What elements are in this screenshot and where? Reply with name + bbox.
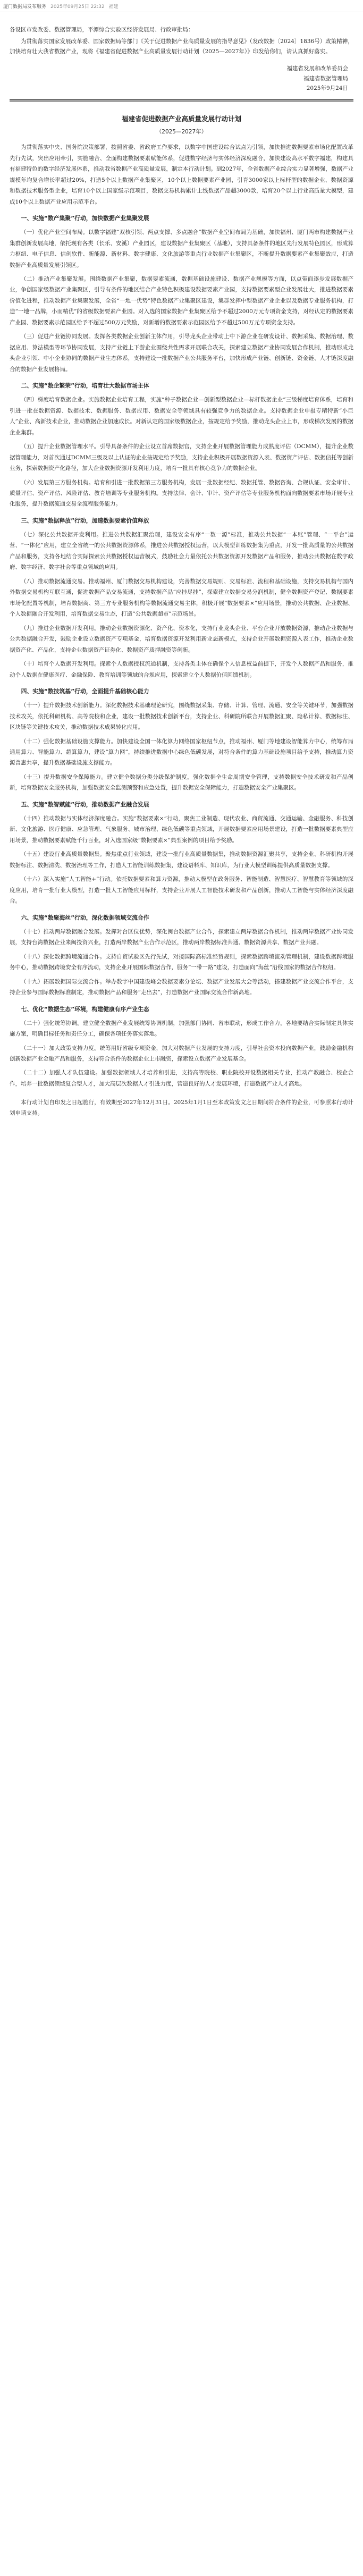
paragraph: （一）优化产业空间布局。以数字福建“双核引领、两点支撑、多点融合”数据产业空间布局为基础，加快福州、厦门两市构建数据产业集群创新发展高地，依托现有各类（长乐、安溪）产业园区，建设数据产业集聚区（基地），支持具备条件的地区先行发展特色园区，形成算力枢纽、电子信息、信创软件、新能源、新材料、数字健康、文化旅游等重点行业数据产业集聚区，不断提升数据要素产业集聚效应，打造数据产业高质量发展引领区。 bbox=[10, 229, 353, 268]
paragraph: （十三）提升数据安全保障能力。建立健全数据分类分级保护制度，强化数据全生命周期安全管理，支持数据安全技术研发和产品创新，培育数据安全服务机构，加强数据安全监测预警和应急处置，提升数据安全保障能力，打造数据安全产业集聚区。 bbox=[10, 773, 353, 792]
paragraph: （三）促进产业链协同发展。发挥各类数据企业创新主体作用，引导龙头企业带动上中下游企业在研发设计、数据采集、数据治理、数据应用、算法模型等环节协同发展，支持产业链上下游企业围绕共性需求开展联合攻关，探索建立数据产业协同发展合作机制，推动形成龙头企业引领、中小企业协同的数据产业生态体系，支持建设一批数据产业公共服务平台，加快形成产业链、创新链、资金链、人才链深度融合的数据产业发展格局。 bbox=[10, 333, 353, 373]
paragraph: （十八）深化数据跨境流通合作。支持自贸试验区先行先试，对接国际高标准经贸规则，探索数据跨境流动管理机制，建设数据跨境服务中心，推动数据跨境安全有序流动，支持企业开展国际数据合作，服务“一带一路”建设，打造面向“海丝”沿线国家的数据合作枢纽。 bbox=[10, 953, 353, 971]
paragraph: （十四）推动数据与实体经济深度融合。实施“数据要素×”行动，聚焦工业制造、现代农业、商贸流通、交通运输、金融服务、科技创新、文化旅游、医疗健康、应急管理、气象服务、城市治理、绿色低碳等重点领域，开展数据要素应用场景建设，打造一批数据要素典型应用场景，推动数据要素赋能千行百业，对入选国家级“数据要素×”典型案例的项目给予奖励。 bbox=[10, 815, 353, 844]
section-heading: 六、实施“数聚海丝”行动，深化数据领域交流合作 bbox=[21, 914, 149, 921]
section-heading: 三、实施“数据释放”行动，加速数据要素价值释放 bbox=[21, 517, 149, 524]
paragraph: （二十一）加大政策支持力度。统筹用好省级专项资金，加大对数据产业发展的支持力度，引导社会资本投向数据产业，鼓励金融机构创新数据产业金融产品和服务，支持符合条件的数据企业上市融资，探索设立数据产业发展基金。 bbox=[10, 1045, 353, 1062]
divider bbox=[10, 99, 353, 100]
paragraph: （八）推动数据流通交易。推动福州、厦门数据交易机构建设，完善数据交易规则、交易标准、流程和基础设施，支持交易机构与国内外数据交易机构互联互通，促进数据产品交易流通，支持数据产品“应挂尽挂”，探索建立数据交易分润机制，健全数据资产登记、数据要素市场化配置等机制，培育数据商、第三方专业服务机构等数据流通交易主体，积极开展“数据要素×”应用场景，推动公共数据、企业数据、个人数据融合开发利用，培育数据交易生态，打造“公共数据超市”示范场景。 bbox=[10, 578, 353, 618]
document-content bbox=[10, 142, 353, 1089]
paragraph: （十六）深入实施“人工智能+”行动。依托数据要素和算力资源，推动大模型在政务服务、智能制造、智慧医疗、智慧教育等领域的深度应用，培育一批行业大模型，打造一批人工智能应用标杆，支持企业开展人工智能技术研发和产品创新，推动人工智能与实体经济深度融合。 bbox=[10, 876, 353, 905]
paragraph: （五）提升企业数据管理水平。引导具备条件的企业设立首席数据官，支持企业开展数据管理能力成熟度评估（DCMM），提升企业数据管理能力，对首次通过DCMM三级及以上认证的企业按规定给予奖励，支持企业积极开展数据资源入表、数据资产评估、数据信托等创新业务，探索数据资产化路径，加大企业数据资源开发利用力度，培育一批具有核心竞争力的数据企业。 bbox=[10, 443, 353, 472]
paragraph: （十九）拓展数据国际交流合作。举办数字中国建设峰会数据要素分论坛、数据产业发展大会等活动，搭建数据产业交流合作平台，支持企业参与国际数据标准制定，推动数据产品和服务“走出去”，打造数据产业国际交流合作新高地。 bbox=[10, 978, 353, 996]
notice bbox=[10, 12, 353, 93]
document-subtitle: （2025—2027年） bbox=[156, 129, 207, 136]
paragraph: （十一）提升数据技术创新能力。深化数据技术基础理论研究，围绕数据采集、存储、计算、管理、流通、安全等关键环节，加强数据技术攻关，依托科研机构、高等院校和企业，建设一批数据技术创新平台，支持企业、科研院所联合开展数据汇聚、隐私计算、数据标注、区块链等关键技术攻关，推动数据技术成果转化应用。 bbox=[10, 702, 353, 731]
paragraph: （二）推动产业集聚发展。围绕数据产业集聚，数据要素流通，数据基础设施建设、数据产业规模等方面，以点带面逐步发展数据产业，争创国家级数据产业集聚区，引导有条件的地区结合产业特色积极建设数据要素产业园，支持数据要素型企业发展壮大，推进数据要素价值化进程，推动数据产业集聚发展，全省“一地一优势”特色数据产业集聚区建设，集群发挥中型数据产业企业以及数据专业服务机构，打造“一地一品牌，小而精优”的省级数据要素产业园。对入选的国家数据产业集聚区给予不超过2000万元专项资金支持，对经认定的数据要素产业园、数据要素示范园区给予不超过500万元奖励，对新增的数据要素示范园区给予不超过500万元专项资金支持。 bbox=[10, 275, 353, 326]
paragraph: （十二）强化数据基础设施支撑能力。加快建设全国一体化算力网络国家枢纽节点，推动福州、厦门等地建设智能算力中心，统筹布局通用算力、智能算力、超算算力，建设“算力网”，持续推进数据中心绿色低碳发展，对符合条件的算力基础设施项目给予支持，推动算力资源普惠共享，提升数据基础设施支撑能力。 bbox=[10, 738, 353, 767]
signature-date: 2025年9月24日 bbox=[306, 85, 348, 91]
paragraph: （十五）建设行业高质量数据集。聚焦重点行业领域，建设一批行业高质量数据集，推动数据资源汇聚共享，支持企业、科研机构开展数据标注、数据清洗、数据治理等工作，打造人工智能训练数据集，建设语料库、知识库，为行业大模型训练提供高质量数据支撑。 bbox=[10, 851, 353, 869]
notice-paragraph: 为贯彻落实国家发展改革委、国家数据局等部门《关于促进数据产业高质量发展的指导意见》（发改数据〔2024〕1836号）政策精神，加快培育壮大我省数据产业，现将《福建省促进数据产业高质量发展行动计划（2025—2027年）》印发给你们，请认真抓好落实。 bbox=[10, 38, 353, 55]
section-heading: 二、实施“数企繁荣”行动，培育壮大数据市场主体 bbox=[21, 382, 149, 390]
document-footer bbox=[10, 1098, 353, 1119]
article bbox=[0, 12, 363, 1119]
top-bar bbox=[0, 0, 363, 12]
salutation: 各设区市发改委、数据管理局，平潭综合实验区经济发展局、行政审批局： bbox=[10, 27, 194, 33]
section-heading: 四、实施“数技筑基”行动，全面提升基础核心能力 bbox=[21, 688, 149, 695]
document-title: 福建省促进数据产业高质量发展行动计划 bbox=[121, 115, 241, 123]
paragraph: （二十二）加强人才队伍建设。加强数据领域人才培养和引进，支持高等院校、职业院校开设数据相关专业，推动产教融合、校企合作，培养一批数据领域复合型人才，加大高层次数据人才引进力度，营造良好的人才发展环境，打造数据产业人才高地。 bbox=[10, 1070, 353, 1087]
paragraph: （二十）强化统筹协调。建立健全数据产业发展统筹协调机制，加强部门协同、省市联动，形成工作合力，各地要结合实际制定具体实施方案，明确目标任务和责任分工，确保各项任务落实落地。 bbox=[10, 1020, 353, 1038]
paragraph: （七）深化公共数据开发利用。推进公共数据汇聚治理，建设安全有序“一数一源”标准，推动公共数据“一本账”管理、“一平台”运营、“一体化”应用，建立全省统一的公共数据资源体系，推进公共数据授权运营，以大模型训练数据集为重点，开发一批高质量的公共数据产品和服务，支持各地结合实际探索公共数据授权运营模式，鼓励社会力量依托公共数据资源开发数据产品和服务，推动公共数据在数字政府、数字经济、数字社会等重点领域的应用。 bbox=[10, 531, 353, 571]
publish-place: 福建 bbox=[108, 4, 119, 10]
paragraph: （四）梯度培育数据企业。实施数据企业培育工程，实施“种子数据企业—创新型数据企业—标杆数据企业”三级梯度培育体系，培育和引进一批在数据资源、数据技术、数据服务、数据应用、数据安全等领域具有较强竞争力的数据企业。支持数据企业申报专精特新“小巨人”企业、高新技术企业，推动数据企业加速成长。对新认定的国家级数据企业，按规定给予奖励，推动龙头企业上市，形成梯次发展的数据企业集群。 bbox=[10, 397, 353, 436]
signature-org-1: 福建省发展和改革委员会 bbox=[286, 65, 348, 72]
section-heading: 五、实施“数智赋能”行动，推动数据产业融合发展 bbox=[21, 801, 149, 808]
paragraph: （六）发展第三方服务机构。培育和引进一批数据第三方服务机构，发展一批数据经纪、数据托管、数据咨询、合规认证、安全审计、质量评估、资产评估、风险评估、教育培训等专业服务机构。支持法律、会计、审计、资产评估等专业服务机构面向数据要素市场开展专业化服务，提升数据流通交易全流程服务能力。 bbox=[10, 479, 353, 508]
signature-block bbox=[10, 64, 353, 93]
section-heading: 七、优化“数据生态”环境，构建健康有序产业生态 bbox=[21, 1005, 149, 1013]
paragraph: （九）推进企业数据开发利用。推动企业数据资源化、资产化、资本化，支持行业龙头企业、平台企业开放数据资源，推动企业数据与公共数据融合开发，鼓励企业设立数据资产专项基金，培育数据资源开发利用新业态新模式，支持企业开展数据资源入表工作，推动企业数据资产化、产品化，支持企业数据资产证券化、数据资产质押融资等创新。 bbox=[10, 625, 353, 653]
footer-paragraph: 本行动计划自印发之日起施行，有效期至2027年12月31日。2025年1月1日至本政策发文之日期间符合条件的企业，可参照本行动计划申请支持。 bbox=[10, 1099, 353, 1117]
paragraph: 为贯彻落实中央、国务院决策部署，按照省委、省政府工作要求，以数字中国建设综合试点为引领，加快推进数据要素市场化配置改革先行先试，突出应用牵引，实施融合、全面构建数据要素赋能体系，促进数字经济与实体经济深度融合，加快建设高水平数字福建，构建具有福建特色的数字经济发展体系，推动我省数据产业高质量发展，制定本行动计划。到2027年，全省数据产业综合实力显著增强，数据产业规模年均复合增长率超过20%，打造5个以上数据产业集聚区，10个以上数据要素产业园，引育3000家以上标杆型的数据企业、数据资源和数据技术服务型企业，培育10个以上国家级示范项目，数据交易机构累计上线数据产品超3000款，培育20个以上行业高质量大模型，建成10个以上数据产业应用示范平台。 bbox=[10, 144, 353, 205]
paragraph: （十）培育个人数据开发利用。探索个人数据授权流通机制，支持各类主体在确保个人信息权益前提下，开发个人数据产品和服务，推动个人数据在健康医疗、金融保险、教育培训等领域的合规应用，探索建立个人数据价值回馈机制。 bbox=[10, 661, 353, 678]
site-name: 厦门数据局发布服务 bbox=[3, 4, 47, 10]
publish-date: 2025年09月25日 22:32 bbox=[50, 4, 105, 10]
signature-org-2: 福建省数据管理局 bbox=[303, 75, 348, 82]
paragraph: （十七）推动两岸数据融合发展。发挥对台区位优势，深化闽台数据产业合作，探索建立两岸数据合作机制，推动两岸数据产业协同发展，支持台湾数据企业来闽投资兴业，打造两岸数据产业合作示范区，推动两岸数据标准共通、数据资源共享、数据产业共融。 bbox=[10, 928, 353, 946]
section-heading: 一、实施“数产集聚”行动，加快数据产业集聚发展 bbox=[21, 215, 149, 222]
